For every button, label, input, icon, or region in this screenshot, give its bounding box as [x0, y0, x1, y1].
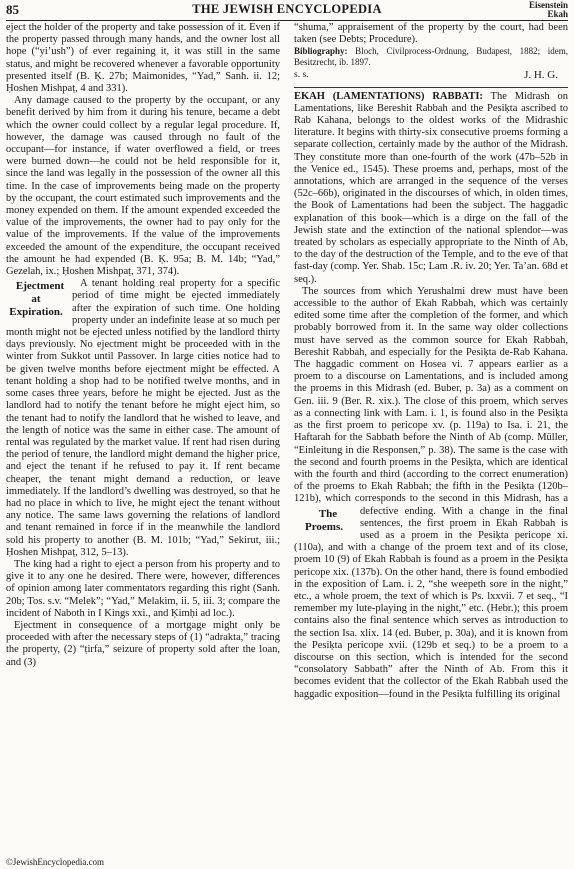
sidenote-the-proems: The Proems. [305, 507, 343, 533]
paragraph: Ejectment in consequence of a mortgage might only be proceeded with after the necessary steps of (1) “adrakta,” tracing the property, (2) “ṭirfa,” seizure of property sold after the loan, and (3) [6, 619, 280, 668]
paragraph-text-before-sidenote: The sources from which Yerushalmi drew must have been accessible to the author of Ekah Rabbah, which was certainly edited some time after the completion of the former, and which probably borrowed from it. In the same way older collections must have served as the common source for Ekah Rabbah, Bereshit Rabbah, and especially for the Pesiḳta de-Rab Kahana. The haggadic comment on Hosea vi. 7 appears earlier as a proem to a discourse on Lamentations, and is included among the proems in this Midrash (ed. Buber, p. 3a) as a comment on Gen. iii. 9 (Ber. R. xix.). The close of this proem, which serves as a connecting link with Lam. i. 1, is found also in the Pesiḳta as the first proem to pericope xv. (p. 119a) to Isa. i. 21, the Haftarah for the Sabbath before the Ninth of Ab (comp. Müller, “Einleitung in die Responsen,” p. 38). The same is the case with the second and fourth proems in the Pesiḳta, which are identical with the fourth and third (according to the correct enumeration) of the proems to Ekah Rabbah; the fifth in the Pesiḳta (120b–121b), which corresponds to the second in this Midrash, has a defective ending. [294, 285, 568, 517]
page-number: 85 [6, 2, 19, 17]
article-heading: EKAH (LAMENTATIONS) RABBATI: [294, 90, 483, 102]
catchword-first: Eisenstein [528, 0, 568, 10]
article-opening [294, 91, 568, 286]
paragraph: The king had a right to eject a person from his property and to give it to any one he desired. There were, however, differences of opinion among later commentators regarding this right (Sanh. 20b; Tos. s.v. “Melek”; “Yad,” Melakim, ii. 5, iii. 3; compare the incident of Naboth in I Kings xxi., and Ḳimḥi ad loc.). [6, 558, 280, 619]
continuation-text: “shuma,” appraisement of the property by the court, had been taken (see Debts; Procedure). [294, 22, 568, 46]
paragraph-text: The Midrash on Lamentations, like Bereshit Rabbah and the Pesiḳta ascribed to Rab Kahana, belongs to the oldest works of the Midrashic literature. It begins with thirty-six consecutive proems forming a separate collection, certainly made by the author of the Midrash. They constitute more than one-fourth of the work (47b–52b in the Venice ed., 1545). These proems and, perhaps, most of the annotations, which are arranged in the sequence of the verses (52c–66b), originated in the discourses of which, in olden times, the Book of Lamentations had been the subject. The haggadic explanation of this book—which is a dirge on the fall of the Jewish state and the extinction of the national splendor—was treated by scholars as especially appropriate to the Ninth of Ab, to the day of the destruction of the Temple, and to the eve of that fast-day (comp. Yer. Shab. 15c; Lam .R. iv. 20; Yer. Ta’an. 68d et seq.). [294, 90, 568, 285]
right-column [294, 22, 568, 844]
bibliography-text: Bloch, Civilprocess-Ordnung, Budapest, 1882; idem, Besitzrecht, ib. 1897. [294, 46, 568, 67]
paragraph-text: A tenant holding real property for a specific period of time might be ejected immediately after the expiration of such time. One holding property under an indefinite lease at so much per month might not be ejected unless notified by the landlord thirty days previously. No ejectment might be proceeded with in the winter from Sukkot until Passover. In large cities notice had to be given twelve months before ejectment might be effected. A tenant holding a shop had to be notified twelve months, and in some cases three years, before he might be ejected. Just as the landlord had to notify the tenant before he might eject him, so the tenant had to notify the landlord that he wished to leave, and the length of notice was the same in either case. The amount of rental was regulated by the market value. If rent had risen during the period of tenure, the landlord might demand the higher price, and eject the tenant if he refused to pay it. If rent became cheaper, the tenant might demand a reduction, or leave immediately. If the landlord’s dwelling was destroyed, so that he had no place in which to live, he might eject the tenant without any notice. The same laws governing the relations of landlord and tenant remained in force if in the meanwhile the landlord sold his property to another (B. M. 101b; “Yad,” Sekirut, iii.; Ḥoshen Mishpaṭ, 312, 5–13). [6, 278, 280, 558]
signature-initials-right: J. H. G. [524, 69, 558, 82]
page-header [6, 2, 568, 21]
signature-initials-left: s. s. [294, 70, 309, 81]
left-column [6, 22, 280, 844]
paragraph: eject the holder of the property and take possession of it. Even if the property passed through many hands, and the owner lost all hope (“yi’ush”) of ever regaining it, it was still in the same status, and might be recovered whenever a favorable opportunity presented itself (B. Ḳ. 27b; Maimonides, “Yad,” Sanh. ii. 12; Ḥoshen Mishpaṭ, 4 and 331). [6, 22, 280, 95]
catchword-last: Ekah [547, 9, 568, 19]
running-title: THE JEWISH ENCYCLOPEDIA [192, 2, 382, 16]
paragraph-text-after-sidenote: With a change in the final sentences, the first proem in Ekah Rabbah is used as a proem in the Pesiḳta pericope xi. (110a), and with a change of the proem text and of its close, proem 10 (9) of Ekah Rabbah is found as a proem in the Pesiḳta pericope xix. (137b). On the other hand, there is found embodied in the exposition of Lam. i. 2, “she weepeth sore in the night,” etc., a whole proem, the text of which is Ps. lxxvii. 7 et seq., “I remember my lute-playing in the night,” etc. (Hebr.); this proem contains also the final sentence which serves as introduction to the section Isa. xlix. 14 (ed. Buber, p. 30a), and it is known from the Pesiḳta pericope xvii. (129b et seq.) to be a proem to a discourse on this section, which is intended for the second “consolatory Sabbath” after the Ninth of Ab. From this it becomes evident that the collector of the Ekah Rabbah used the haggadic exposition—found in the Pesiḳta fulfilling its original [294, 505, 568, 700]
sidenote-ejectment-at-expiration: Ejectment at Expiration. [9, 280, 65, 319]
catchwords [529, 1, 568, 19]
bibliography [294, 46, 568, 67]
paragraph-text [294, 286, 568, 700]
bibliography-label: Bibliography: [294, 46, 348, 57]
paragraph-with-sidenote [6, 278, 280, 559]
section-divider [294, 87, 568, 88]
paragraph-with-sidenote [294, 286, 568, 701]
paragraph: Any damage caused to the property by the occupant, or any benefit derived by him from it during his tenure, became a debt which the owner could collect by a regular legal procedure. If, however, the damage was caused through no fault of the occupant—for instance, if water overflowed a field, or trees were burned down—he could not be held responsible for it, since the land was legally in the possession of the owner all this time. In the case of improvements being made on the property by the occupant, the court estimated such improvements and the money expended on them. If the amount expended exceeded the value of the improvements, the owner had to pay only for the value of the improvements. If the value of the improvements exceeded the amount of the expenditure, the occupant received the amount he had expended (B. Ḳ. 95a; B. M. 14b; “Yad,” Gezelah, ix.; Ḥoshen Mishpaṭ, 371, 374). [6, 95, 280, 278]
signature [294, 67, 568, 83]
source-footer: ©JewishEncyclopedia.com [6, 857, 105, 867]
